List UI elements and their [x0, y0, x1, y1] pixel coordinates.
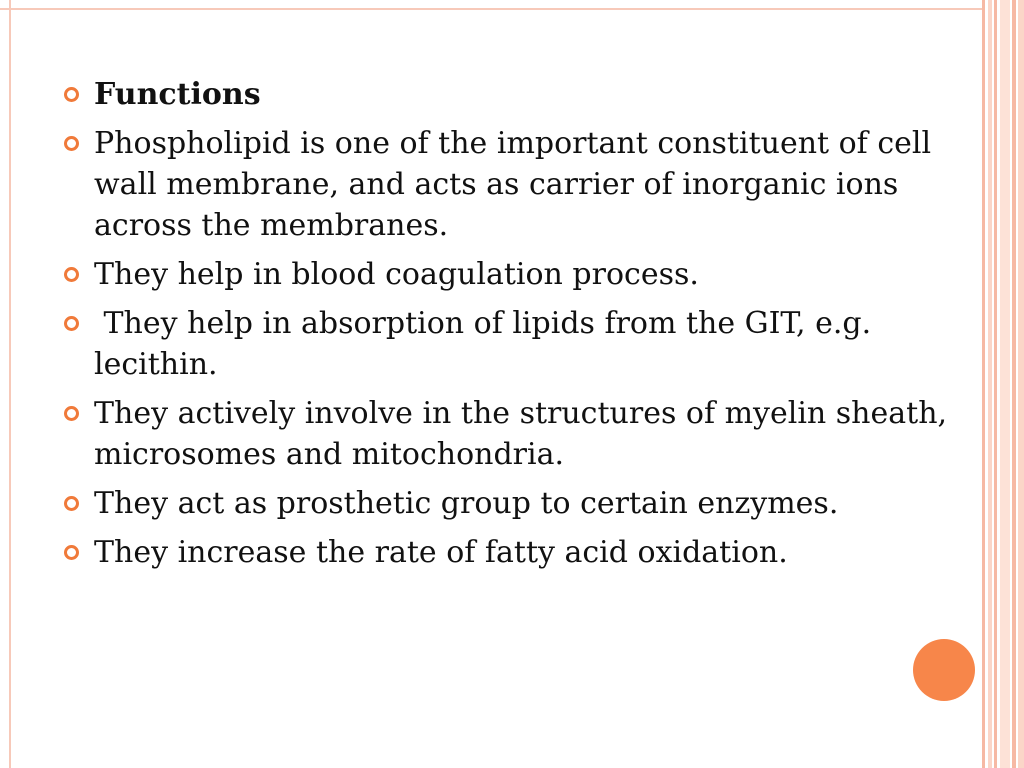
list-item-text: They help in blood coagulation process. [94, 257, 699, 292]
circle-bullet-icon [64, 136, 79, 151]
list-item-text: They help in absorption of lipids from the GIT, e.g. lecithin. [94, 306, 881, 382]
list-item [62, 532, 962, 573]
right-stripe [1012, 0, 1016, 768]
list-item-heading [62, 74, 962, 115]
list-item [62, 254, 962, 295]
right-stripe [982, 0, 985, 768]
list-item [62, 393, 962, 475]
list-item [62, 303, 962, 385]
list-item-text: Phospholipid is one of the important constituent of cell wall membrane, and acts as carrier of inorganic ions across the membranes. [94, 126, 932, 243]
list-item [62, 483, 962, 524]
right-stripe [994, 0, 997, 768]
top-border [0, 8, 984, 10]
circle-bullet-icon [64, 316, 79, 331]
list-item [62, 123, 962, 246]
list-item-text: They act as prosthetic group to certain enzymes. [94, 486, 839, 521]
circle-bullet-icon [64, 496, 79, 511]
circle-bullet-icon [64, 406, 79, 421]
circle-bullet-icon [64, 545, 79, 560]
list-item-text: They increase the rate of fatty acid oxidation. [94, 535, 788, 570]
right-stripe [1018, 0, 1024, 768]
circle-bullet-icon [64, 267, 79, 282]
decorative-circle [913, 639, 975, 701]
right-stripe [988, 0, 992, 768]
list-item-text: They actively involve in the structures of myelin sheath, microsomes and mitochondria. [94, 396, 948, 472]
bullet-list [62, 74, 962, 581]
heading-text: Functions [94, 77, 261, 112]
left-border [9, 0, 11, 768]
circle-bullet-icon [64, 87, 79, 102]
right-stripe [1000, 0, 1010, 768]
